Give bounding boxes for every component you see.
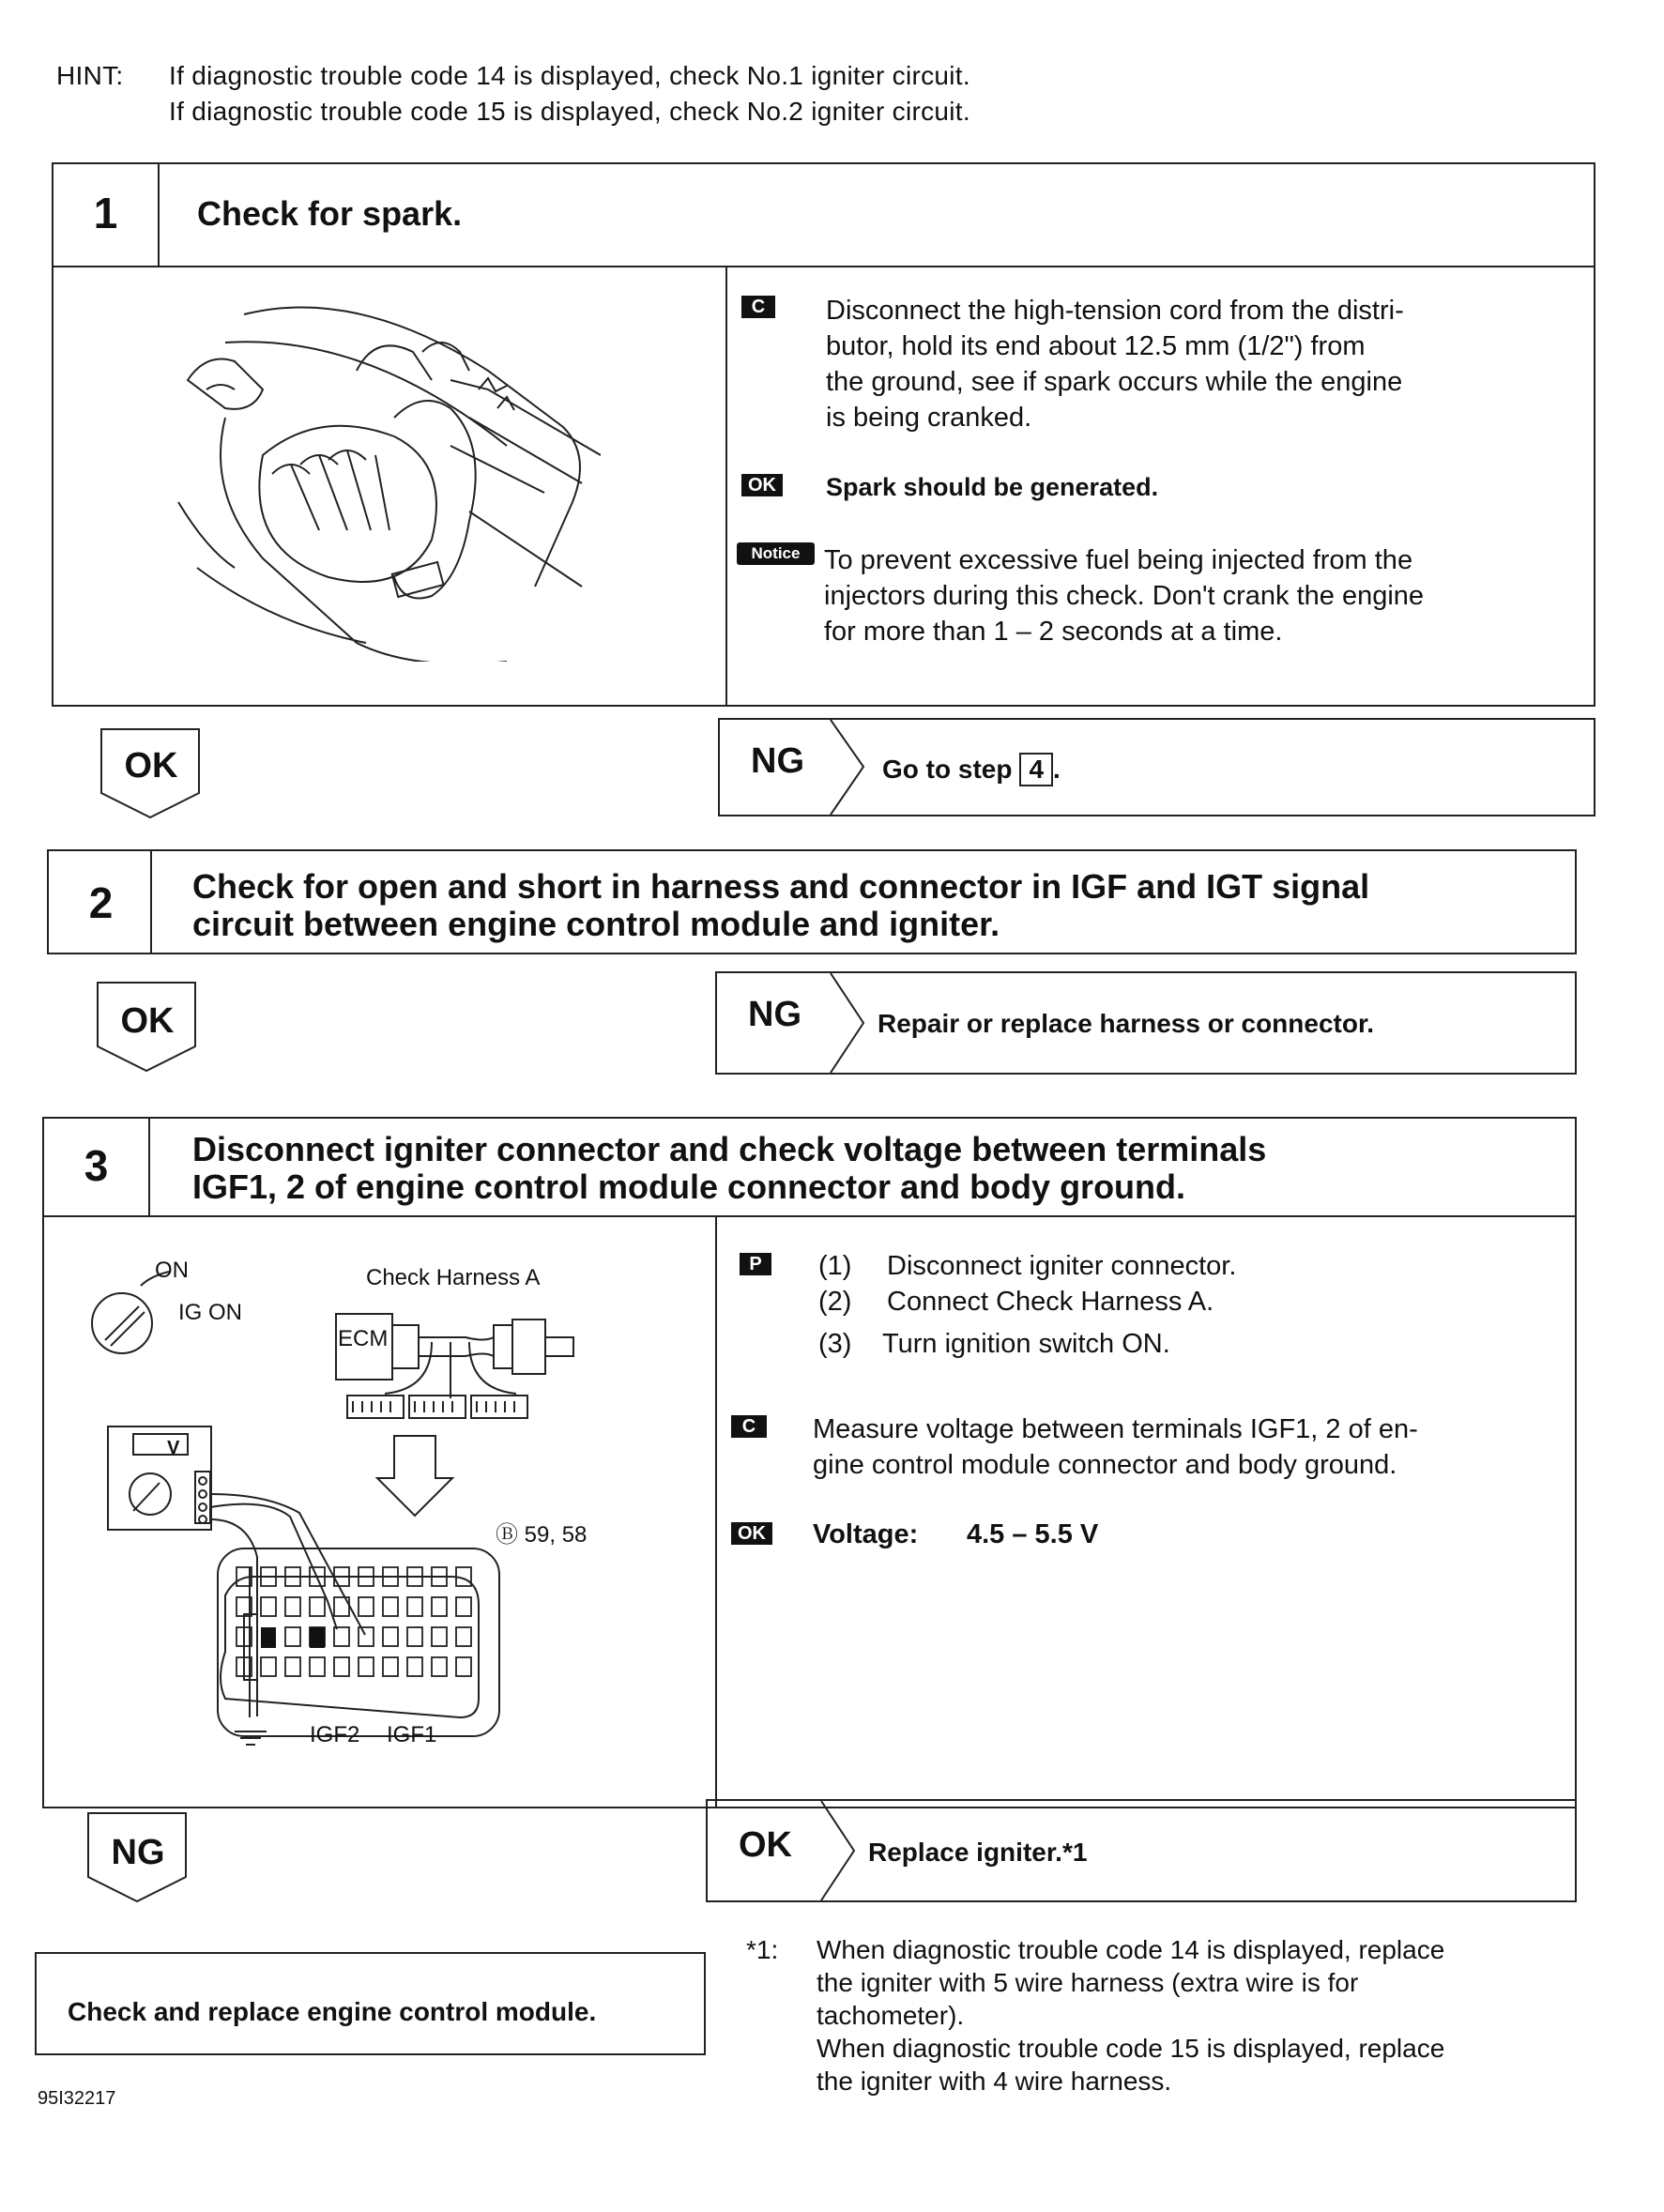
connector-ref-label: Ⓑ 59, 58 bbox=[496, 1522, 588, 1548]
step3-p1: Disconnect igniter connector. bbox=[887, 1251, 1237, 1281]
step1-title: Check for spark. bbox=[197, 194, 463, 233]
replace-ecm-text: Check and replace engine control module. bbox=[68, 1997, 597, 2026]
step3-p-tag: P bbox=[740, 1253, 771, 1275]
step2-title: Check for open and short in harness and connector in IGF and IGT signal circuit between engine control module and igniter. bbox=[192, 867, 1370, 943]
meter-v-label: V bbox=[167, 1438, 180, 1458]
step-ref-4[interactable]: 4 bbox=[1019, 753, 1053, 786]
step1-number: 1 bbox=[93, 189, 118, 237]
step3-ok-value: 4.5 – 5.5 V bbox=[967, 1519, 1099, 1549]
step2-number: 2 bbox=[88, 878, 114, 927]
hint-label: HINT: bbox=[56, 61, 124, 90]
engine-distributor-illustration bbox=[169, 286, 601, 662]
step3-c-tag: C bbox=[731, 1415, 767, 1438]
step3-ok-tag: OK bbox=[731, 1522, 772, 1545]
igf1-label: IGF1 bbox=[387, 1722, 437, 1747]
footnote-mark: *1: bbox=[746, 1935, 779, 1964]
down-arrow-icon bbox=[377, 1436, 452, 1516]
footnote-text: When diagnostic trouble code 14 is displayed, replace the igniter with 5 wire harness (extra wire is for tachometer). When diagnostic trouble code 15 is displayed, replace the igniter with 4 wire harness. bbox=[817, 1935, 1445, 2096]
step3-p2-num: (2) bbox=[818, 1287, 852, 1317]
hint-line-1: If diagnostic trouble code 14 is displayed, check No.1 igniter circuit. bbox=[169, 61, 970, 90]
ecm-label: ECM bbox=[338, 1326, 389, 1351]
step1-ok-tag: OK bbox=[741, 474, 783, 496]
step3-p1-num: (1) bbox=[818, 1251, 852, 1281]
step1-ok-text: Spark should be generated. bbox=[826, 473, 1159, 501]
step3-c-text: Measure voltage between terminals IGF1, 2 of en- gine control module connector and body ground. bbox=[813, 1414, 1418, 1480]
step3-p3-num: (3) bbox=[818, 1329, 852, 1359]
step3-p2: Connect Check Harness A. bbox=[887, 1287, 1214, 1317]
check-terminal-1 bbox=[347, 1396, 404, 1418]
igf1-pin bbox=[310, 1627, 325, 1648]
ig-on-label: IG ON bbox=[178, 1300, 243, 1325]
igf2-label: IGF2 bbox=[310, 1722, 360, 1747]
document-id: 95I32217 bbox=[38, 2088, 116, 2109]
check-harness-label: Check Harness A bbox=[366, 1265, 541, 1290]
step1-notice-tag: Notice bbox=[737, 542, 815, 565]
check-terminal-3 bbox=[471, 1396, 527, 1418]
connector-pin-grid bbox=[237, 1567, 471, 1676]
step1-c-tag: C bbox=[741, 296, 775, 318]
step3-title: Disconnect igniter connector and check voltage between terminals IGF1, 2 of engine control module connector and body ground. bbox=[192, 1130, 1267, 1206]
ign-on-label: ON bbox=[155, 1258, 189, 1283]
check-terminal-2 bbox=[409, 1396, 466, 1418]
step1-notice-text: To prevent excessive fuel being injected from the injectors during this check. Don't crank the engine for more than 1 – 2 seconds at a time. bbox=[824, 545, 1425, 647]
igf2-pin bbox=[261, 1627, 276, 1648]
step3-p3: Turn ignition switch ON. bbox=[882, 1329, 1170, 1359]
step3-number: 3 bbox=[84, 1141, 109, 1190]
hint-line-2: If diagnostic trouble code 15 is displayed, check No.2 igniter circuit. bbox=[169, 97, 970, 126]
step3-ok-label: Voltage: bbox=[813, 1519, 919, 1549]
step1-c-text: Disconnect the high-tension cord from the distri- butor, hold its end about 12.5 mm (1/2") from the ground, see if spark occurs while the engine is being cranked. bbox=[826, 296, 1404, 433]
